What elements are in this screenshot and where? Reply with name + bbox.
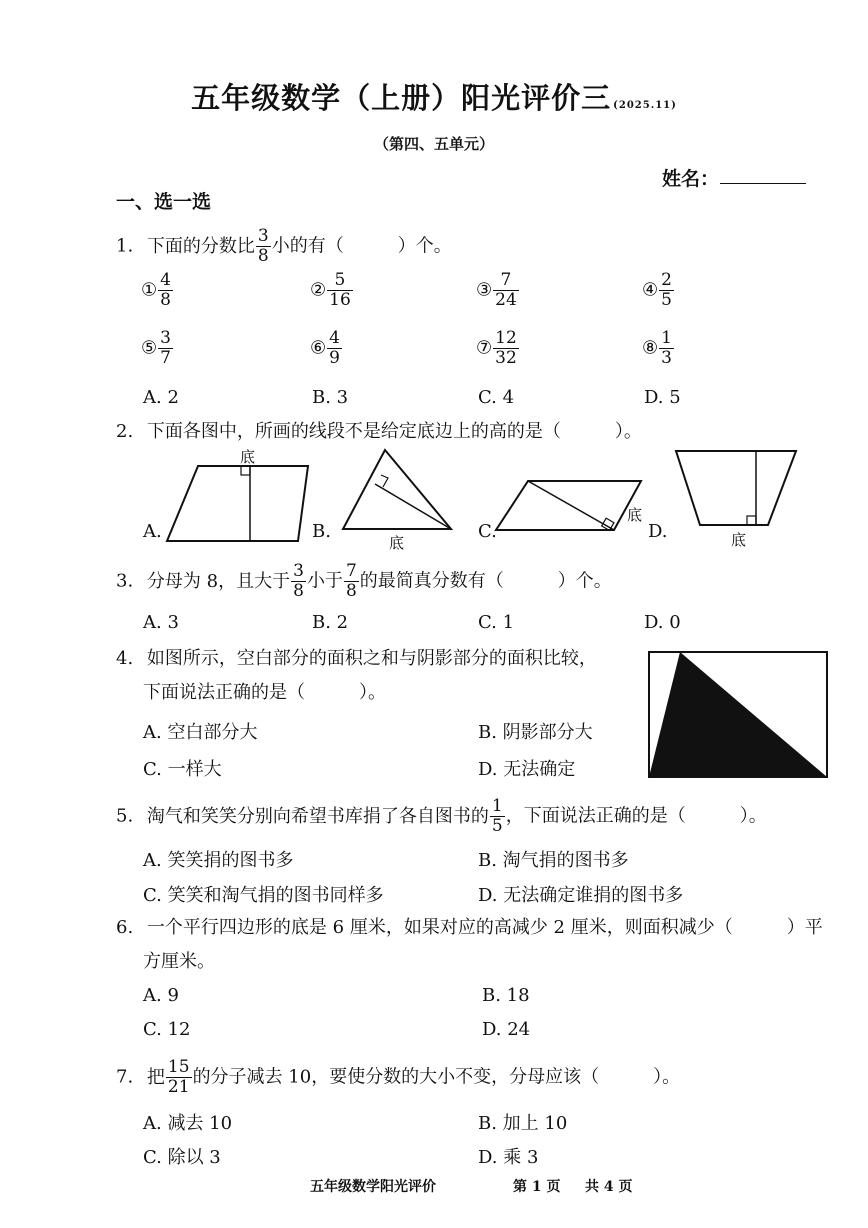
title-date: (2025.11) <box>613 100 677 111</box>
q6-number: 6. <box>116 917 134 938</box>
q7-option-a[interactable]: A. 减去 10 <box>143 1113 233 1134</box>
q2-option-c[interactable]: C. <box>478 521 497 542</box>
item-mark: ⑥ <box>310 337 327 359</box>
q4-number: 4. <box>116 648 134 669</box>
numerator: 3 <box>160 328 171 348</box>
q3-text-after: 的最简真分数有（ ）个。 <box>359 570 612 592</box>
q6-line-1: 一个平行四边形的底是 6 厘米，如果对应的高减少 2 厘米，则面积减少（ ）平 <box>146 917 823 938</box>
denominator: 8 <box>293 581 304 601</box>
q5-text-before: 淘气和笑笑分别向希望书库捐了各自图书的 <box>146 805 489 827</box>
q2-option-a[interactable]: A. <box>143 521 162 542</box>
q4-option-b[interactable]: B. 阴影部分大 <box>478 722 593 743</box>
q6-option-c[interactable]: C. 12 <box>143 1019 191 1040</box>
item-mark: ⑤ <box>141 337 158 359</box>
q1-option-d[interactable]: D. 5 <box>644 387 681 408</box>
denominator: 24 <box>495 290 517 310</box>
numerator: 7 <box>345 561 357 581</box>
title-text: 五年级数学（上册）阳光评价三 <box>191 81 612 115</box>
q1-number: 1. <box>116 235 134 257</box>
name-label: 姓名： <box>662 168 720 190</box>
q5-option-d[interactable]: D. 无法确定谁捐的图书多 <box>478 885 684 906</box>
q1-option-b[interactable]: B. 3 <box>312 387 349 408</box>
q2-a-base-label: 底 <box>240 448 256 466</box>
q7-fraction <box>166 1059 192 1096</box>
q1-option-a[interactable]: A. 2 <box>143 387 179 408</box>
q1-frac-denominator: 8 <box>257 246 269 266</box>
question-7 <box>116 1059 680 1096</box>
q3-number: 3. <box>116 570 134 592</box>
q1-frac-numerator: 3 <box>257 226 269 246</box>
q7-option-c[interactable]: C. 除以 3 <box>143 1147 221 1168</box>
q1-text-before: 下面的分数比 <box>146 235 255 257</box>
numerator: 15 <box>167 1057 190 1077</box>
q7-option-b[interactable]: B. 加上 10 <box>478 1113 568 1134</box>
q7-text-before: 把 <box>146 1066 165 1088</box>
numerator: 1 <box>491 796 503 816</box>
item-mark: ① <box>141 279 158 301</box>
q7-number: 7. <box>116 1066 134 1088</box>
q7-text-after: 的分子减去 10，要使分数的大小不变，分母应该（ ）。 <box>192 1066 681 1088</box>
q2-b-base-label: 底 <box>389 534 405 552</box>
q6-option-b[interactable]: B. 18 <box>482 985 530 1006</box>
q3-text-middle: 小于 <box>306 570 343 592</box>
numerator: 5 <box>334 270 346 290</box>
footer-page-number: 第 1 页 <box>513 1179 561 1195</box>
numerator: 7 <box>500 270 512 290</box>
q2-option-b[interactable]: B. <box>312 521 331 542</box>
numerator: 1 <box>661 328 672 348</box>
denominator: 7 <box>160 348 171 368</box>
q3-text-before: 分母为 8，且大于 <box>146 570 291 592</box>
q2-d-base-label: 底 <box>731 531 747 549</box>
q1-option-c[interactable]: C. 4 <box>478 387 515 408</box>
q2-text: 下面各图中，所画的线段不是给定底边上的高的是（ ）。 <box>146 421 642 442</box>
q5-option-a[interactable]: A. 笑笑捐的图书多 <box>143 850 294 871</box>
denominator: 21 <box>167 1077 190 1097</box>
numerator: 3 <box>293 561 304 581</box>
q4-line-1: 如图所示，空白部分的面积之和与阴影部分的面积比较， <box>146 648 597 669</box>
page-subtitle: （第四、五单元） <box>373 135 494 153</box>
q2-number: 2. <box>116 421 134 442</box>
denominator: 9 <box>329 348 340 368</box>
q5-option-c[interactable]: C. 笑笑和淘气捐的图书同样多 <box>143 885 384 906</box>
q3-option-c[interactable]: C. 1 <box>478 612 515 633</box>
q5-text-after: ，下面说法正确的是（ ）。 <box>505 805 767 827</box>
q6-option-a[interactable]: A. 9 <box>143 985 179 1006</box>
q4-option-c[interactable]: C. 一样大 <box>143 759 222 780</box>
section-heading: 一、选一选 <box>116 191 212 213</box>
numerator: 2 <box>661 270 672 290</box>
q6-option-d[interactable]: D. 24 <box>482 1019 531 1040</box>
q5-option-b[interactable]: B. 淘气捐的图书多 <box>478 850 629 871</box>
q1-text-after: 小的有（ ）个。 <box>271 235 452 257</box>
item-mark: ② <box>310 279 327 301</box>
question-5 <box>116 798 767 835</box>
q4-option-d[interactable]: D. 无法确定 <box>478 759 576 780</box>
denominator: 16 <box>329 290 351 310</box>
q3-option-a[interactable]: A. 3 <box>143 612 179 633</box>
q5-number: 5. <box>116 805 134 827</box>
numerator: 4 <box>160 270 171 290</box>
denominator: 5 <box>491 816 503 836</box>
q3-option-b[interactable]: B. 2 <box>312 612 349 633</box>
numerator: 12 <box>495 328 517 348</box>
footer-title: 五年级数学阳光评价 <box>310 1179 436 1195</box>
footer-total-pages: 共 4 页 <box>585 1179 633 1195</box>
denominator: 8 <box>345 581 357 601</box>
item-mark: ④ <box>642 279 659 301</box>
item-mark: ③ <box>476 279 493 301</box>
numerator: 4 <box>329 328 340 348</box>
denominator: 3 <box>661 348 672 368</box>
q2-option-d[interactable]: D. <box>648 521 668 542</box>
q6-line-2: 方厘米。 <box>143 951 215 972</box>
denominator: 8 <box>160 290 171 310</box>
denominator: 5 <box>661 290 672 310</box>
question-6 <box>116 916 823 940</box>
q4-line-2: 下面说法正确的是（ ）。 <box>143 682 386 703</box>
q4-option-a[interactable]: A. 空白部分大 <box>143 722 258 743</box>
item-mark: ⑦ <box>476 337 493 359</box>
q7-option-d[interactable]: D. 乘 3 <box>478 1147 539 1168</box>
q2-c-base-label: 底 <box>627 506 643 524</box>
denominator: 32 <box>495 348 517 368</box>
q3-option-d[interactable]: D. 0 <box>644 612 681 633</box>
item-mark: ⑧ <box>642 337 659 359</box>
q5-fraction <box>490 798 505 835</box>
